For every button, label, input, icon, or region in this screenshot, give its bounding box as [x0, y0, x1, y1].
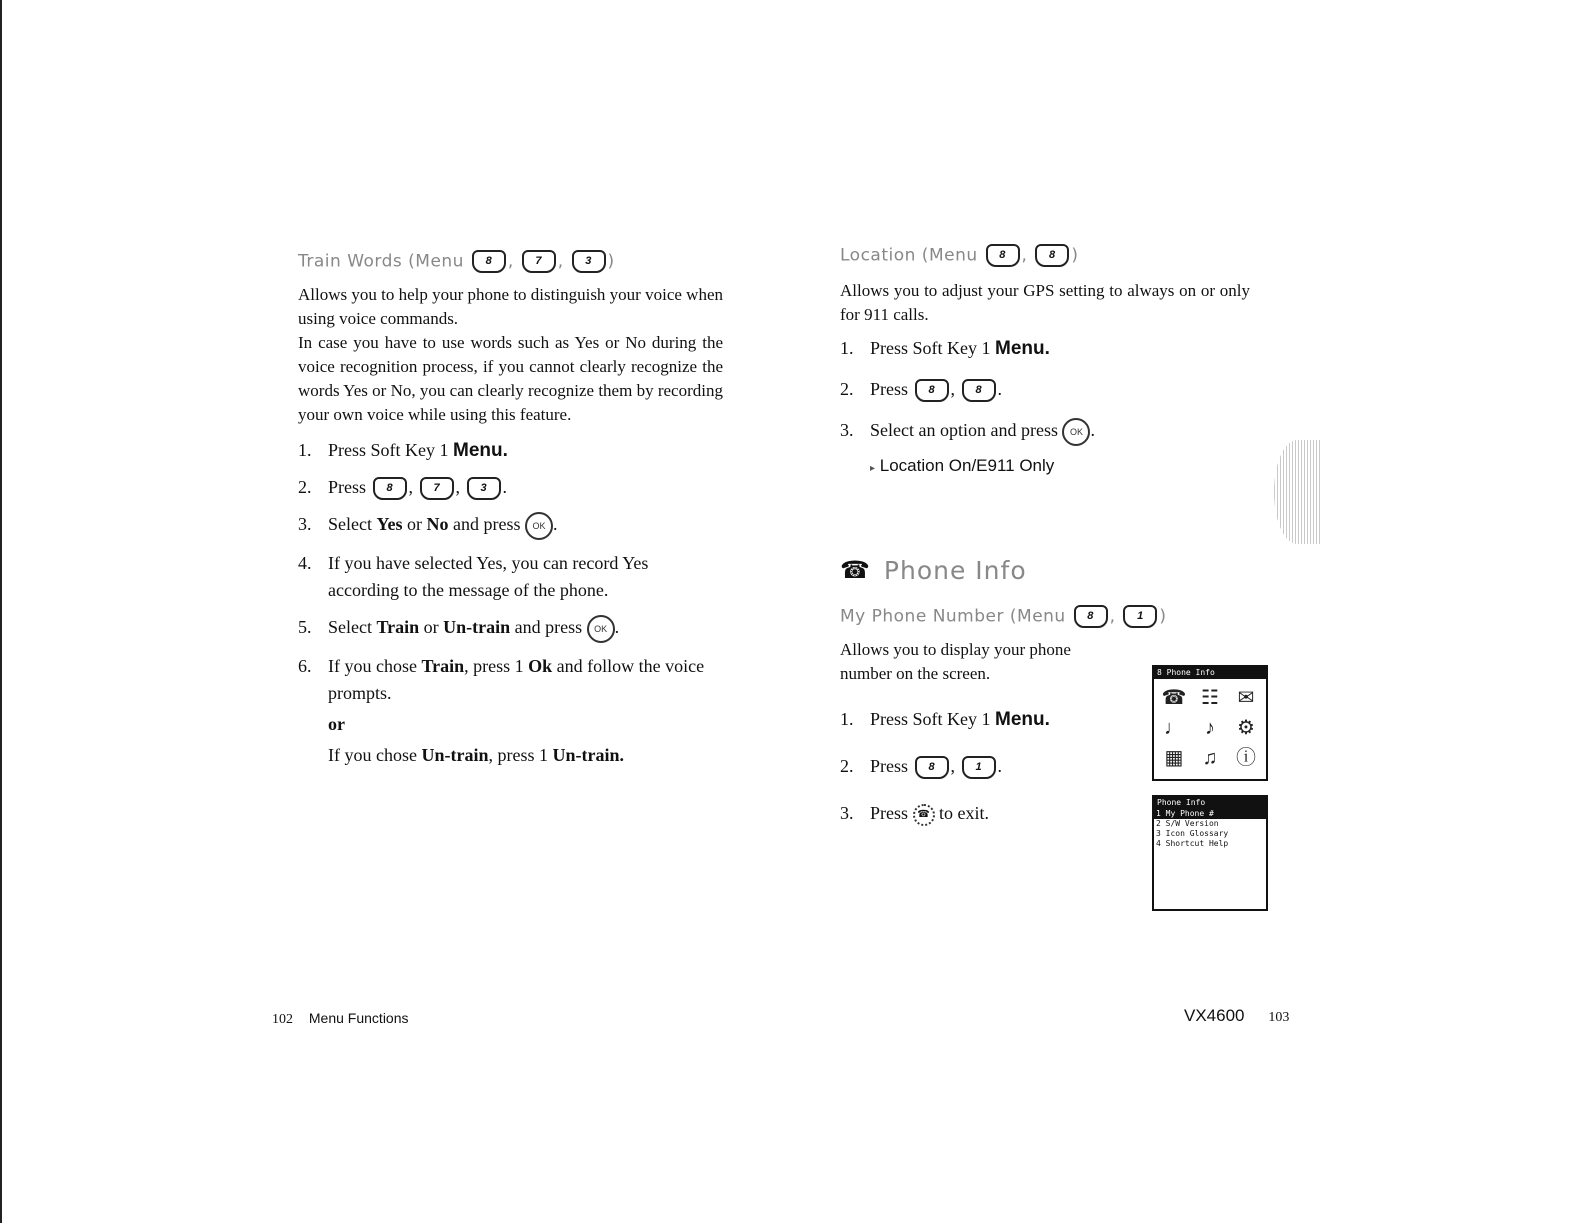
my-number-desc: Allows you to display your phone number on the screen.	[840, 639, 1071, 683]
key-1-icon: 1	[962, 756, 996, 779]
key-7-icon: 7	[522, 250, 556, 273]
step-5: 5. Select Train or Un-train and press OK .	[298, 614, 723, 643]
phone-info-heading	[840, 556, 1260, 585]
location-step-1: 1. Press Soft Key 1 Menu.	[840, 338, 1050, 359]
left-footer-label: Menu Functions	[308, 1010, 409, 1026]
ok-button-icon: OK	[1062, 418, 1090, 446]
end-key-icon: ☎	[913, 804, 935, 826]
alt-step: If you chose Un-train, press 1 Un-train.	[328, 744, 624, 765]
submenu-title-bar: Phone Info	[1154, 797, 1266, 809]
train-words-steps	[298, 437, 723, 769]
section-thumb-tab	[1274, 440, 1320, 544]
screen-title-bar: 8 Phone Info	[1154, 667, 1266, 679]
left-page-number: 102	[272, 1012, 293, 1027]
key-8-icon: 8	[962, 379, 996, 402]
or-line: or	[328, 713, 345, 734]
key-8-icon: 8	[986, 244, 1020, 267]
right-footer	[1184, 1006, 1289, 1026]
key-8-icon: 8	[915, 756, 949, 779]
location-steps	[840, 335, 1260, 446]
submenu-item: 4 Shortcut Help	[1156, 839, 1229, 848]
my-number-step-2: 2. Press 8 , 1 .	[840, 753, 1260, 780]
step-3: 3. Select Yes or No and press OK .	[298, 511, 723, 540]
train-words-title: Train Words (Menu	[298, 251, 464, 272]
ok-button-icon: OK	[587, 615, 615, 643]
train-words-desc-2: In case you have to use words such as Yes or No during the voice recognition process, if you cannot clearly recognize the words Yes or No, you can clearly recognize them by recording your own voice while using this feature.	[298, 333, 723, 424]
train-words-desc-1: Allows you to help your phone to distinguish your voice when using voice commands.	[298, 285, 723, 328]
settings-icon: ▦	[1164, 747, 1184, 769]
tools-icon: ⚙	[1237, 717, 1255, 739]
location-desc: Allows you to adjust your GPS setting to always on or only for 911 calls.	[840, 281, 1250, 324]
key-8-icon: 8	[373, 477, 407, 500]
contacts-icon: ☷	[1201, 687, 1219, 709]
key-3-icon: 3	[572, 250, 606, 273]
phone-info-menu-screen	[1152, 665, 1268, 781]
key-8-icon: 8	[1035, 244, 1069, 267]
key-8-icon: 8	[1074, 605, 1108, 628]
phone-info-icon: ☎	[840, 557, 870, 584]
location-step-2: 2. Press 8 , 8 .	[840, 376, 1260, 403]
get-it-now-icon: ♩	[1164, 717, 1184, 739]
step-6: 6. If you chose Train, press 1 Ok and follow the voice prompts.	[298, 655, 705, 703]
phone-info-submenu-screen	[1152, 795, 1268, 911]
train-words-heading: Train Words (Menu 8 , 7 , 3 )	[298, 251, 615, 272]
phone-info-icon: ⓘ	[1236, 747, 1256, 769]
key-8-icon: 8	[915, 379, 949, 402]
my-number-step-1: 1. Press Soft Key 1 Menu.	[840, 708, 1050, 730]
arrow-bullet-icon: ▸	[870, 462, 876, 474]
step-2: 2. Press 8 , 7 , 3 .	[298, 474, 723, 501]
messaging-icon: ✉	[1237, 687, 1255, 709]
location-heading: Location (Menu 8 , 8 )	[840, 245, 1079, 266]
sounds-icon: ♫	[1202, 747, 1218, 769]
my-number-step-3: 3. Press ☎ to exit.	[840, 800, 1260, 827]
step-1: 1. Press Soft Key 1 Menu.	[298, 440, 508, 461]
location-step-3: 3. Select an option and press OK .	[840, 417, 1260, 446]
right-page-number: 103	[1268, 1010, 1290, 1025]
call-history-icon: ☎	[1161, 687, 1187, 709]
key-3-icon: 3	[467, 477, 501, 500]
menu-icon-grid	[1154, 679, 1266, 777]
key-1-icon: 1	[1123, 605, 1157, 628]
submenu-item: 3 Icon Glossary	[1156, 829, 1229, 838]
key-7-icon: 7	[420, 477, 454, 500]
submenu-item: 2 S/W Version	[1156, 819, 1219, 828]
media-icon: ♪	[1205, 717, 1215, 739]
page-edge	[0, 0, 2, 1223]
ok-button-icon: OK	[525, 512, 553, 540]
location-option: ▸ Location On/E911 Only	[870, 455, 1055, 475]
left-footer	[272, 1010, 409, 1028]
right-footer-label: VX4600	[1184, 1006, 1245, 1025]
key-8-icon: 8	[472, 250, 506, 273]
my-number-heading: My Phone Number (Menu 8 , 1 )	[840, 606, 1167, 627]
submenu-item: 1 My Phone #	[1154, 809, 1266, 819]
left-column	[298, 250, 723, 769]
step-4: 4. If you have selected Yes, you can record Yes according to the message of the phone.	[298, 552, 649, 600]
phone-info-title: Phone Info	[883, 555, 1027, 585]
